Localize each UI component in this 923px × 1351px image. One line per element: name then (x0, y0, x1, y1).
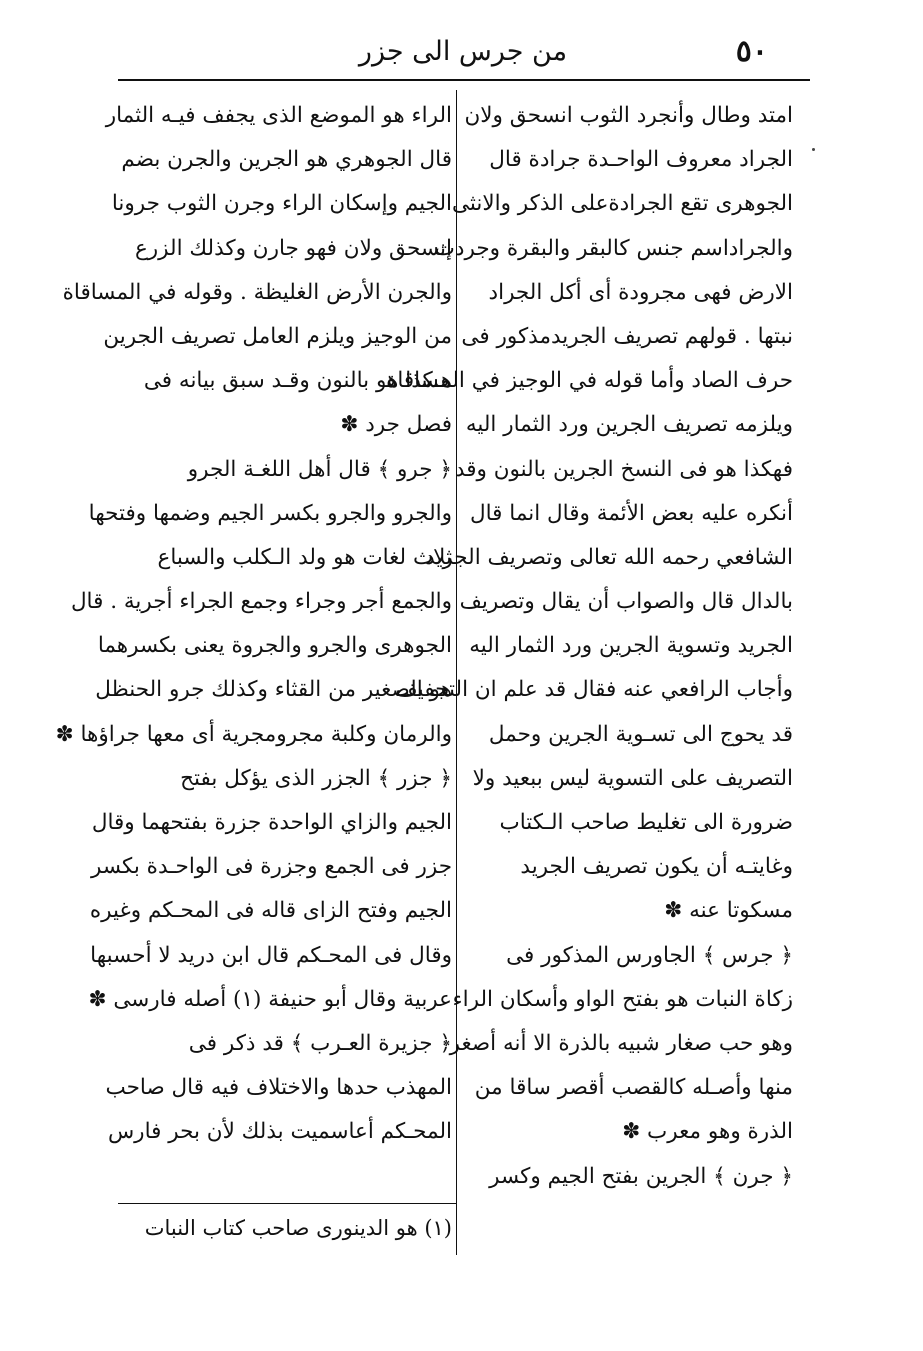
entry-heading-line: ﴿ جزيرة العـرب ﴾ قد ذكر فى (188, 1030, 452, 1056)
entry-heading-line: ﴿ جزر ﴾ الجزر الذى يؤكل بفتح (180, 765, 452, 791)
text-line: ثلاث لغات هو ولد الـكلب والسباع (157, 544, 452, 570)
text-line: الجراد معروف الواحـدة جرادة قال (489, 147, 793, 173)
print-speck (812, 148, 815, 151)
entry-heading-line: ﴿ جرن ﴾ الجرين بفتح الجيم وكسر (489, 1163, 793, 1189)
text-line: الراء هو الموضع الذى يجفف فيـه الثمار (105, 103, 452, 128)
text-line: والجمع أجر وجراء وجمع الجراء أجرية . قال (70, 589, 452, 615)
entry-heading-line: ﴿ جرو ﴾ قال أهل اللغـة الجرو (187, 456, 452, 482)
text-line: ويلزمه تصريف الجرين ورد الثمار اليه (465, 412, 793, 438)
text-line: والرمان وكلبة مجرومجرية أى معها جراؤها ✽ (55, 721, 452, 747)
footnote-rule (118, 1203, 456, 1204)
text-line: امتد وطال وأنجرد الثوب انسحق ولان (464, 103, 793, 128)
text-line: أنكره عليه بعض الأئمة وقال انما قال (469, 500, 793, 526)
text-line: وهو حب صغار شبيه بالذرة الا أنه أصغر (449, 1030, 793, 1056)
text-line: عربية وقال أبو حنيفة (١) أصله فارسى ✽ (88, 986, 452, 1012)
text-line: قال الجوهري هو الجرين والجرن بضم (121, 147, 452, 173)
text-line: إنسحق ولان فهو جارن وكذلك الزرع (134, 235, 452, 261)
text-line: المهذب حدها والاختلاف فيه قال صاحب (105, 1075, 452, 1101)
text-line: مسكوتا عنه ✽ (664, 898, 793, 924)
text-line: المحـكم أعاسميت بذلك لأن بحر فارس (107, 1119, 452, 1145)
text-line: الذرة وهو معرب ✽ (622, 1119, 793, 1145)
text-line: زكاة النبات هو بفتح الواو وأسكان الراء (452, 986, 793, 1012)
text-line: الجيم والزاي الواحدة جزرة بفتحهما وقال (91, 810, 452, 835)
text-line: والجرن الأرض الغليظة . وقوله في المساقاة (62, 279, 452, 305)
text-line: بالدال قال والصواب أن يقال وتصريف (459, 589, 793, 615)
text-line: منها وأصـله كالقصب أقصر ساقا من (474, 1075, 793, 1101)
text-line: هو الصغير من القثاء وكذلك جرو الحنظل (95, 677, 452, 703)
text-line: نبتها . قولهم تصريف الجريدمذكور فى (461, 323, 793, 349)
text-line: التصريف على التسوية ليس ببعيد ولا (472, 765, 793, 791)
text-line: وغايتـه أن يكون تصريف الجريد (520, 854, 793, 880)
entry-heading-line: ﴿ جرس ﴾ الجاورس المذكور فى (506, 942, 793, 968)
text-line: الجوهرى تقع الجرادةعلى الذكر والانثى (451, 191, 793, 217)
text-line: الجيم وفتح الزاى قاله فى المحـكم وغيره (89, 898, 452, 924)
text-line: الجيم وإسكان الراء وجرن الثوب جرونا (111, 191, 452, 217)
running-title: من جرس الى جزر (358, 36, 568, 67)
page-number: ٥٠ (735, 34, 768, 69)
text-line: قد يحوج الى تسـوية الجرين وحمل (488, 721, 793, 747)
text-line: فهكذا هو فى النسخ الجرين بالنون وقد (454, 456, 793, 482)
header-rule (118, 79, 810, 81)
text-line: وأجاب الرافعي عنه فقال قد علم ان التجفيف (395, 677, 793, 703)
text-line: جزر فى الجمع وجزرة فى الواحـدة بكسر (90, 854, 452, 880)
text-line: فصل جرد ✽ (340, 412, 452, 438)
footnote: (١) هو الدينورى صاحب كتاب النبات (144, 1216, 452, 1240)
text-line: الشافعي رحمه الله تعالى وتصريف الجريد (425, 544, 793, 570)
left-column (55, 94, 452, 1155)
text-line: وقال فى المحـكم قال ابن دريد لا أحسبها (90, 942, 452, 968)
text-line: والجرو والجرو بكسر الجيم وضمها وفتحها (88, 500, 452, 526)
text-line: حرف الصاد وأما قوله في الوجيز في المساقاة (386, 368, 793, 394)
page-header (118, 30, 808, 80)
text-line: الجريد وتسوية الجرين ورد الثمار اليه (469, 633, 793, 659)
text-line: من الوجيز ويلزم العامل تصريف الجرين (103, 323, 452, 349)
text-line: الجوهرى والجرو والجروة يعنى بكسرهما (97, 633, 452, 659)
text-line: هـكذا هو بالنون وقـد سبق بيانه فى (143, 368, 452, 394)
text-line: ضرورة الى تغليط صاحب الـكتاب (499, 810, 793, 835)
text-line: والجراداسم جنس كالبقر والبقرة وجردت (434, 235, 793, 261)
text-line: الارض فهى مجرودة أى أكل الجراد (488, 279, 793, 305)
